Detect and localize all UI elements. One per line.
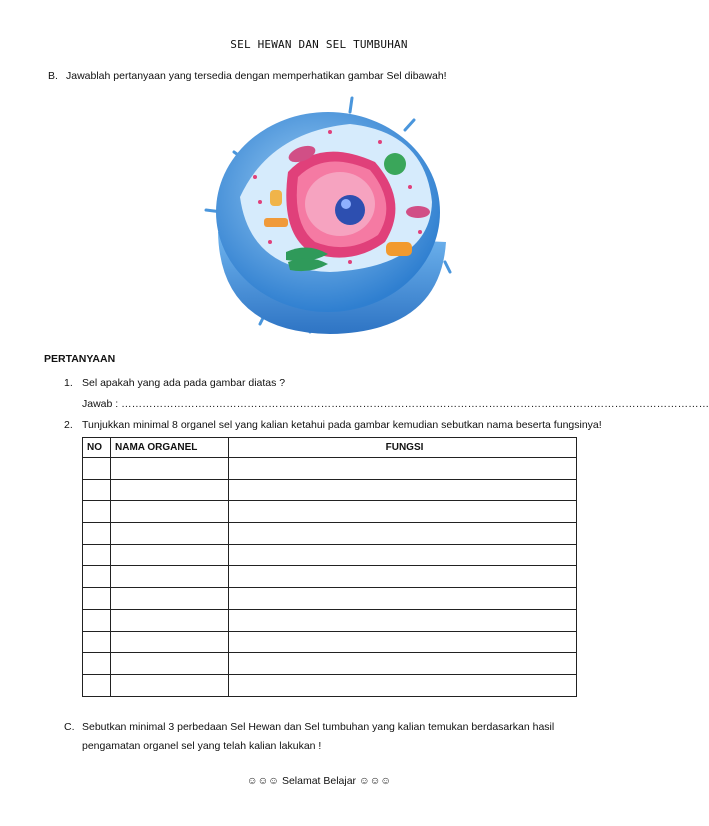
cell-no[interactable] [83, 479, 111, 501]
cell-no[interactable] [83, 458, 111, 480]
cell-fungsi[interactable] [229, 609, 577, 631]
cell-nama-organel[interactable] [111, 501, 229, 523]
table-row[interactable] [83, 588, 577, 610]
section-c-line-1: Sebutkan minimal 3 perbedaan Sel Hewan dan Sel tumbuhan yang kalian temukan berdasarkan hasil [82, 721, 555, 733]
peroxisome [384, 153, 406, 175]
cell-nama-organel[interactable] [111, 609, 229, 631]
cell-nama-organel[interactable] [111, 566, 229, 588]
section-b-text: Jawablah pertanyaan yang tersedia dengan memperhatikan gambar Sel dibawah! [66, 70, 447, 82]
pertanyaan-heading: PERTANYAAN [44, 353, 116, 365]
animal-cell-illustration [200, 92, 452, 342]
cell-fungsi[interactable] [229, 544, 577, 566]
cell-no[interactable] [83, 588, 111, 610]
question-1-text: Sel apakah yang ada pada gambar diatas ? [82, 377, 286, 389]
header-fungsi: FUNGSI [229, 438, 577, 458]
answer-line[interactable]: Jawab : …………………………………………………………………………………………………………………………………………………… [82, 398, 709, 410]
cell-fungsi[interactable] [229, 501, 577, 523]
mitochondrion [386, 242, 412, 256]
cell-fungsi[interactable] [229, 523, 577, 545]
section-c-line-2: pengamatan organel sel yang telah kalian lakukan ! [82, 740, 322, 752]
cell-nama-organel[interactable] [111, 544, 229, 566]
cell-nama-organel[interactable] [111, 588, 229, 610]
question-2-text: Tunjukkan minimal 8 organel sel yang kalian ketahui pada gambar kemudian sebutkan nama beserta fungsinya! [82, 419, 602, 431]
cell-no[interactable] [83, 609, 111, 631]
table-row[interactable] [83, 566, 577, 588]
table-header-row [83, 438, 577, 458]
cell-nama-organel[interactable] [111, 523, 229, 545]
table-row[interactable] [83, 653, 577, 675]
cell-nama-organel[interactable] [111, 458, 229, 480]
table-row[interactable] [83, 523, 577, 545]
mitochondrion [406, 206, 430, 218]
centriole [264, 218, 288, 227]
cell-nama-organel[interactable] [111, 631, 229, 653]
cell-nama-organel[interactable] [111, 653, 229, 675]
section-c-label: C. [64, 721, 75, 733]
cell-fungsi[interactable] [229, 458, 577, 480]
cell-no[interactable] [83, 544, 111, 566]
table-row[interactable] [83, 674, 577, 696]
cell-no[interactable] [83, 523, 111, 545]
table-row[interactable] [83, 479, 577, 501]
table-row[interactable] [83, 631, 577, 653]
cell-no[interactable] [83, 566, 111, 588]
page-title: SEL HEWAN DAN SEL TUMBUHAN [230, 38, 408, 51]
lysosome [270, 190, 282, 206]
cell-nama-organel[interactable] [111, 479, 229, 501]
question-2-number: 2. [64, 419, 73, 431]
table-row[interactable] [83, 501, 577, 523]
question-1-number: 1. [64, 377, 73, 389]
cell-fungsi[interactable] [229, 566, 577, 588]
cell-nama-organel[interactable] [111, 674, 229, 696]
cell-fungsi[interactable] [229, 631, 577, 653]
organel-table [82, 437, 577, 697]
table-row[interactable] [83, 544, 577, 566]
cell-no[interactable] [83, 631, 111, 653]
footer-greeting: ☺☺☺ Selamat Belajar ☺☺☺ [246, 775, 392, 787]
cell-fungsi[interactable] [229, 653, 577, 675]
section-b-label: B. [48, 70, 58, 82]
header-nama-organel: NAMA ORGANEL [111, 438, 229, 458]
cell-no[interactable] [83, 501, 111, 523]
header-no: NO [83, 438, 111, 458]
table-row[interactable] [83, 458, 577, 480]
cell-no[interactable] [83, 653, 111, 675]
nucleolus [335, 195, 365, 225]
cell-fungsi[interactable] [229, 588, 577, 610]
cell-fungsi[interactable] [229, 479, 577, 501]
cell-no[interactable] [83, 674, 111, 696]
cell-fungsi[interactable] [229, 674, 577, 696]
table-row[interactable] [83, 609, 577, 631]
